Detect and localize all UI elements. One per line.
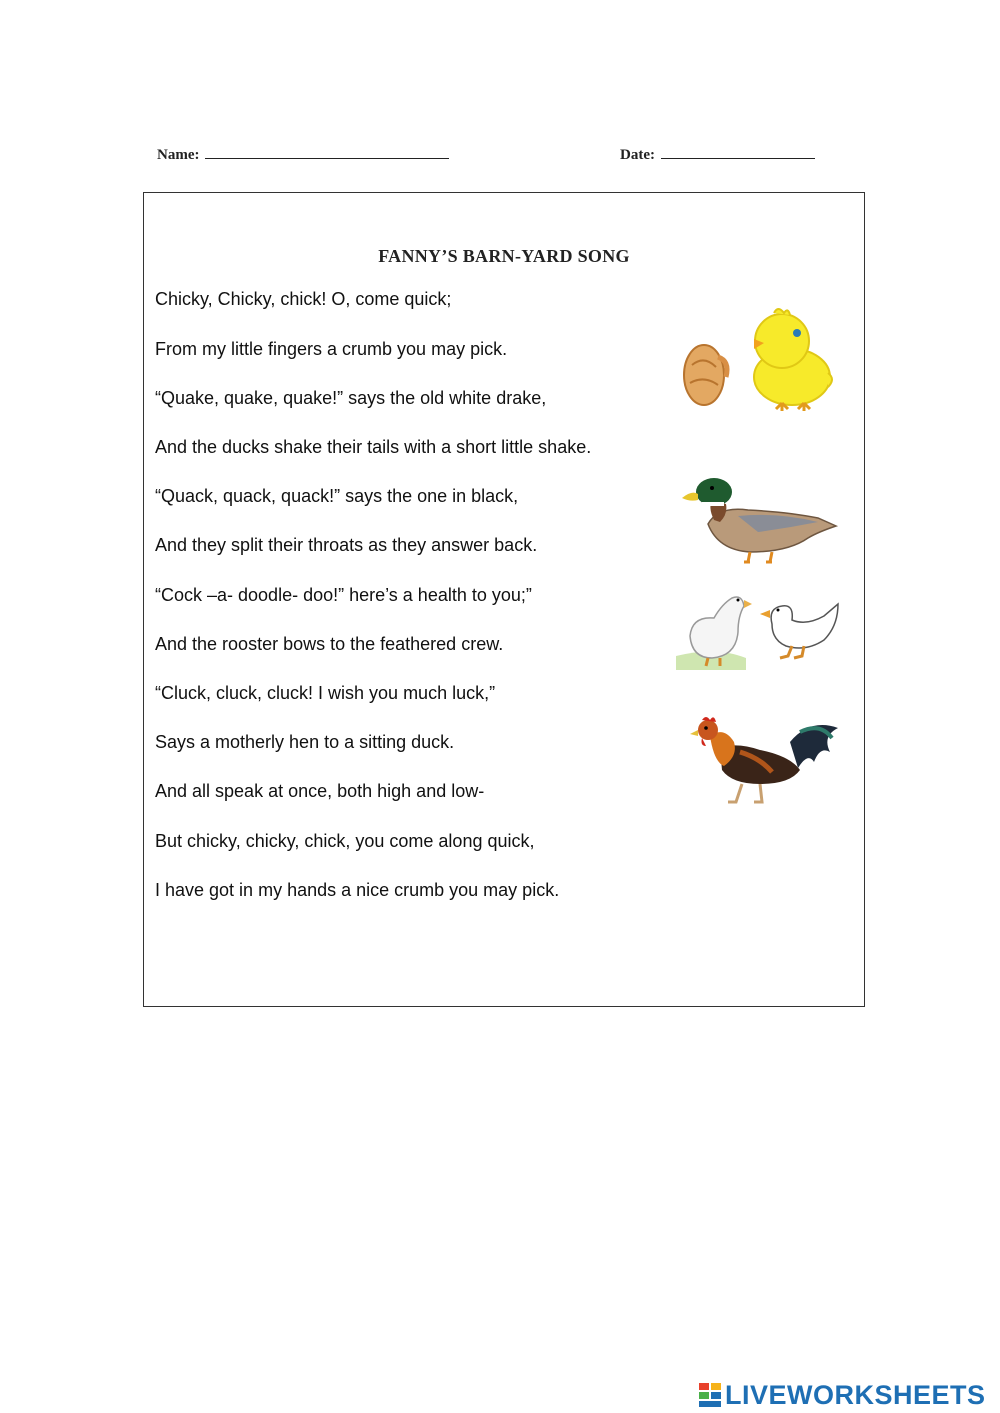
name-label: Name: [157,147,200,163]
poem-line: “Cluck, cluck, cluck! I wish you much luck,” [155,683,496,703]
poem-line: And the ducks shake their tails with a short little shake. [155,437,592,457]
poem-line: And they split their throats as they answer back. [155,535,538,555]
liveworksheets-brand: LIVEWORKSHEETS [725,1379,986,1410]
poem-line: And all speak at once, both high and low- [155,781,485,801]
poem-line: Chicky, Chicky, chick! O, come quick; [155,289,452,309]
date-field [620,144,815,164]
poem-line: From my little fingers a crumb you may pick. [155,339,508,359]
poem-title: FANNY’S BARN-YARD SONG [378,246,630,266]
poem-line: “Cock –a- doodle- doo!” here’s a health to you;” [155,585,532,605]
poem-line: And the rooster bows to the feathered crew. [155,634,504,654]
white-ducks-icon [676,586,841,670]
poem-line: “Quake, quake, quake!” says the old white drake, [155,388,547,408]
poem-line: But chicky, chicky, chick, you come along quick, [155,831,535,851]
poem-line: “Quack, quack, quack!” says the one in black, [155,486,519,506]
mallard-duck-icon [678,472,840,564]
chick-icon [678,305,838,413]
poem-line: Says a motherly hen to a sitting duck. [155,732,455,752]
date-blank[interactable] [661,144,815,159]
liveworksheets-logo-mark-icon [699,1383,721,1407]
poem-line: I have got in my hands a nice crumb you may pick. [155,880,560,900]
name-blank[interactable] [205,144,449,159]
rooster-icon [680,712,842,806]
name-field [157,144,449,164]
date-label: Date: [620,147,655,163]
liveworksheets-logo [699,1380,986,1410]
